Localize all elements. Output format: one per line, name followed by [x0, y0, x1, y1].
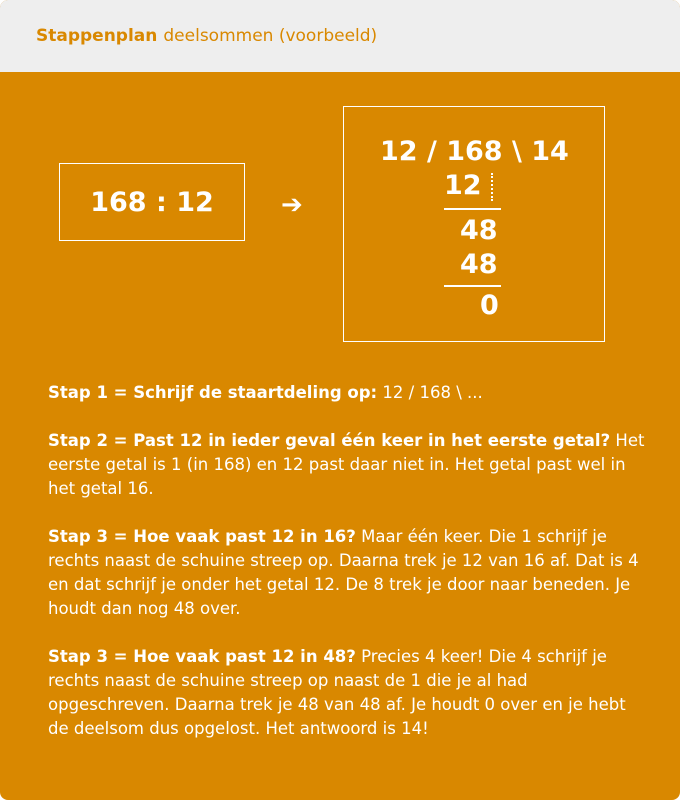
steps-list	[48, 381, 648, 765]
step-text: 12 / 168 \ ...	[382, 383, 483, 402]
step-text: Precies 4 keer! Die 4 schrijf je rechts naast de schuine streep op naast de 1 die je al had opgeschreven. Daarna trek je 48 van 48 af. Je houdt 0 over en je hebt de deelsom dus opgelost. Het antwoord is 14!	[48, 647, 626, 738]
step-item	[48, 645, 648, 741]
card-header	[0, 0, 680, 72]
arrow-right-icon: ➔	[281, 190, 303, 220]
step-text: Maar één keer. Die 1 schrijf je rechts naast de schuine streep op. Daarna trek je 12 van 16 af. Dat is 4 en dat schrijf je onder het getal 12. De 8 trek je door naar beneden. Je houdt dan nog 48 over.	[48, 527, 639, 618]
remainder-2: 0	[480, 290, 499, 321]
subtrahend-1: 12	[444, 170, 482, 201]
dotted-separator	[491, 173, 493, 201]
expression-box	[59, 163, 245, 241]
step-text: Het eerste getal is 1 (in 168) en 12 past daar niet in. Het getal past wel in het getal 16.	[48, 431, 645, 498]
step-item	[48, 429, 648, 501]
step-title: Stap 3 = Hoe vaak past 12 in 48?	[48, 647, 356, 666]
header-title-rest: deelsommen (voorbeeld)	[163, 26, 378, 46]
step-item	[48, 381, 648, 405]
subtraction-line-1	[444, 208, 501, 210]
long-division-box	[343, 106, 605, 342]
step-item	[48, 525, 648, 621]
expression-text: 168 : 12	[90, 186, 214, 218]
step-title: Stap 2 = Past 12 in ieder geval één keer in het eerste getal?	[48, 431, 611, 450]
subtrahend-2: 48	[460, 249, 498, 280]
header-title-bold: Stappenplan	[36, 26, 158, 46]
step-title: Stap 3 = Hoe vaak past 12 in 16?	[48, 527, 356, 546]
step-title: Stap 1 = Schrijf de staartdeling op:	[48, 383, 378, 402]
division-header: 12 / 168 \ 14	[380, 136, 569, 167]
remainder-1: 48	[460, 215, 498, 246]
subtraction-line-2	[444, 285, 501, 287]
